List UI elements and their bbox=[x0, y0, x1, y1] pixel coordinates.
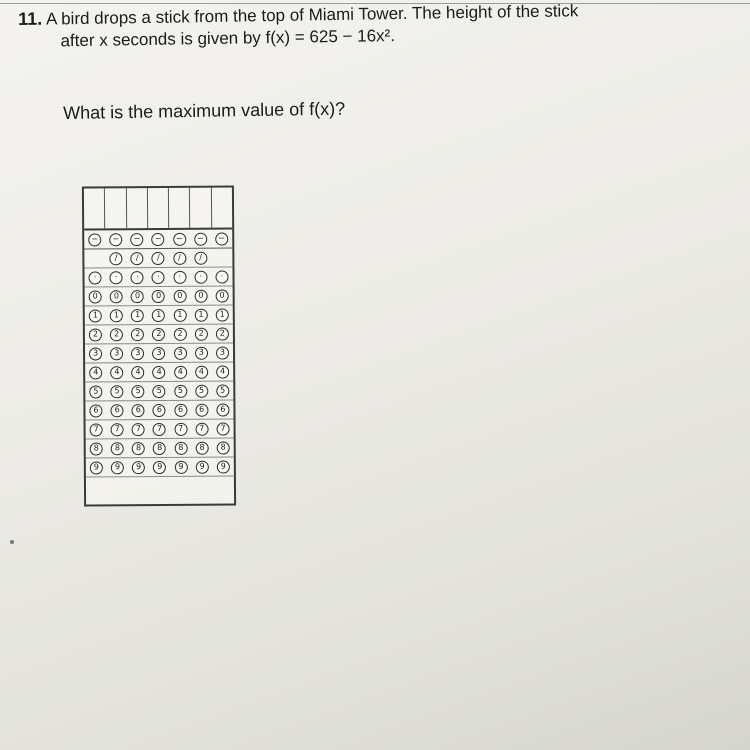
answer-bubble[interactable]: 2 bbox=[110, 328, 123, 341]
bubble-cell bbox=[107, 461, 128, 474]
bubble-cell bbox=[191, 403, 212, 416]
answer-bubble[interactable]: 9 bbox=[111, 461, 124, 474]
bubble-cell bbox=[85, 347, 106, 360]
answer-bubble[interactable]: 5 bbox=[153, 384, 166, 397]
bubble-cell bbox=[190, 308, 211, 321]
answer-bubble[interactable]: 1 bbox=[173, 308, 186, 321]
answer-bubble[interactable]: − bbox=[173, 232, 186, 245]
digit-bubble-row bbox=[85, 324, 233, 344]
bubble-cell bbox=[86, 423, 107, 436]
paper-mark bbox=[10, 540, 14, 544]
bubble-cell bbox=[170, 422, 191, 435]
fraction-bubble-row bbox=[84, 248, 232, 268]
answer-bubble[interactable]: · bbox=[110, 271, 123, 284]
bubble-cell bbox=[85, 328, 106, 341]
question-line-1: A bird drops a stick from the top of Miami Tower. The height of the stick bbox=[45, 1, 579, 29]
bubble-cell bbox=[85, 404, 106, 417]
answer-bubble[interactable]: 3 bbox=[131, 347, 144, 360]
bubble-cell bbox=[212, 403, 233, 416]
bubble-cell bbox=[148, 232, 169, 245]
answer-box[interactable] bbox=[169, 188, 191, 228]
bubble-cell bbox=[127, 347, 148, 360]
answer-bubble[interactable]: 7 bbox=[174, 422, 187, 435]
bubble-cell bbox=[211, 251, 232, 264]
answer-bubble[interactable]: 3 bbox=[174, 346, 187, 359]
answer-bubble[interactable]: 4 bbox=[89, 366, 102, 379]
bubble-cell bbox=[169, 270, 190, 283]
bubble-cell bbox=[191, 384, 212, 397]
answer-bubble[interactable]: 7 bbox=[195, 422, 208, 435]
digit-bubble-row bbox=[85, 343, 233, 363]
answer-bubble[interactable]: · bbox=[89, 271, 102, 284]
answer-box[interactable] bbox=[84, 188, 106, 228]
answer-box[interactable] bbox=[105, 188, 127, 228]
answer-bubble[interactable]: 4 bbox=[216, 365, 229, 378]
bubble-cell bbox=[212, 365, 233, 378]
bubble-cell bbox=[190, 251, 211, 264]
answer-box[interactable] bbox=[190, 188, 212, 228]
answer-bubble[interactable]: · bbox=[152, 270, 165, 283]
minus-bubble-row bbox=[84, 229, 232, 249]
bubble-cell bbox=[170, 384, 191, 397]
bubble-cell bbox=[149, 460, 170, 473]
answer-bubble[interactable]: 4 bbox=[174, 365, 187, 378]
answer-bubble[interactable]: 8 bbox=[195, 441, 208, 454]
digit-bubble-row bbox=[85, 381, 233, 401]
answer-bubble[interactable]: 0 bbox=[152, 289, 165, 302]
answer-box[interactable] bbox=[212, 187, 233, 227]
bubble-cell bbox=[212, 346, 233, 359]
bubble-cell bbox=[128, 404, 149, 417]
bubble-cell bbox=[106, 309, 127, 322]
answer-entry-row bbox=[84, 187, 232, 230]
bubble-cell bbox=[85, 290, 106, 303]
answer-bubble[interactable]: 7 bbox=[111, 423, 124, 436]
bubble-cell bbox=[148, 346, 169, 359]
answer-bubble[interactable]: 2 bbox=[173, 327, 186, 340]
bubble-cell bbox=[127, 271, 148, 284]
answer-bubble[interactable]: · bbox=[194, 270, 207, 283]
answer-bubble[interactable]: 3 bbox=[195, 346, 208, 359]
answer-bubble[interactable]: 0 bbox=[131, 290, 144, 303]
digit-bubble-row bbox=[86, 419, 234, 439]
bubble-cell bbox=[170, 441, 191, 454]
answer-bubble[interactable]: 9 bbox=[196, 460, 209, 473]
digit-bubble-row bbox=[85, 400, 233, 420]
answer-bubble[interactable]: 8 bbox=[153, 441, 166, 454]
answer-bubble[interactable]: − bbox=[152, 232, 165, 245]
bubble-cell bbox=[212, 308, 233, 321]
answer-bubble[interactable]: 6 bbox=[132, 404, 145, 417]
answer-bubble[interactable]: 5 bbox=[216, 384, 229, 397]
bubble-cell bbox=[170, 460, 191, 473]
bubble-cell bbox=[211, 232, 232, 245]
digit-bubble-row bbox=[85, 286, 233, 306]
bubble-cell bbox=[148, 327, 169, 340]
answer-bubble[interactable]: 1 bbox=[216, 308, 229, 321]
digit-bubble-row bbox=[85, 305, 233, 325]
answer-bubble[interactable]: 5 bbox=[195, 384, 208, 397]
bubble-cell bbox=[84, 233, 105, 246]
bubble-cell bbox=[86, 442, 107, 455]
bubble-cell bbox=[84, 271, 105, 284]
digit-bubble-row bbox=[86, 438, 234, 458]
answer-bubble[interactable]: / bbox=[194, 251, 207, 264]
bubble-cell bbox=[106, 385, 127, 398]
answer-bubble[interactable]: 7 bbox=[153, 422, 166, 435]
answer-bubble[interactable]: 5 bbox=[132, 385, 145, 398]
bubble-cell bbox=[148, 251, 169, 264]
answer-bubble[interactable]: 9 bbox=[132, 461, 145, 474]
answer-bubble[interactable]: 5 bbox=[110, 385, 123, 398]
answer-bubble[interactable]: / bbox=[173, 251, 186, 264]
answer-bubble[interactable]: 2 bbox=[152, 327, 165, 340]
answer-bubble[interactable]: − bbox=[109, 233, 122, 246]
bubble-cell bbox=[127, 309, 148, 322]
bubble-cell bbox=[191, 327, 212, 340]
bubble-cell bbox=[127, 328, 148, 341]
digit-bubble-row bbox=[85, 362, 233, 382]
answer-bubble[interactable]: 3 bbox=[152, 346, 165, 359]
answer-bubble[interactable]: 5 bbox=[174, 384, 187, 397]
bubble-cell bbox=[191, 346, 212, 359]
bubble-cell bbox=[212, 327, 233, 340]
answer-bubble[interactable]: 8 bbox=[132, 442, 145, 455]
answer-bubble[interactable]: − bbox=[131, 233, 144, 246]
bubble-cell bbox=[190, 232, 211, 245]
answer-bubble[interactable]: 6 bbox=[174, 403, 187, 416]
answer-bubble[interactable]: 0 bbox=[110, 290, 123, 303]
bubble-cell bbox=[190, 270, 211, 283]
bubble-cell bbox=[148, 289, 169, 302]
bubble-cell bbox=[127, 366, 148, 379]
answer-bubble[interactable]: 2 bbox=[216, 327, 229, 340]
bubble-cell bbox=[127, 252, 148, 265]
bubble-cell bbox=[211, 270, 232, 283]
answer-bubble[interactable]: 3 bbox=[89, 347, 102, 360]
answer-bubble[interactable]: 7 bbox=[132, 423, 145, 436]
bubble-cell bbox=[84, 252, 105, 265]
bubble-cell bbox=[106, 271, 127, 284]
answer-bubble[interactable]: 1 bbox=[110, 309, 123, 322]
bubble-cell bbox=[86, 461, 107, 474]
answer-box[interactable] bbox=[126, 188, 148, 228]
bubble-cell bbox=[212, 384, 233, 397]
bubble-cell bbox=[106, 347, 127, 360]
answer-bubble[interactable]: 6 bbox=[153, 403, 166, 416]
bubble-cell bbox=[105, 252, 126, 265]
answer-bubble[interactable]: · bbox=[173, 270, 186, 283]
bubble-cell bbox=[126, 233, 147, 246]
answer-bubble[interactable]: 0 bbox=[89, 290, 102, 303]
bubble-cell bbox=[107, 442, 128, 455]
answer-box[interactable] bbox=[148, 188, 170, 228]
answer-bubble[interactable]: 9 bbox=[217, 460, 230, 473]
answer-grid bbox=[82, 185, 236, 506]
bubble-cell bbox=[106, 328, 127, 341]
answer-bubble[interactable]: 1 bbox=[152, 308, 165, 321]
answer-bubble[interactable]: − bbox=[88, 233, 101, 246]
answer-bubble[interactable]: 0 bbox=[194, 289, 207, 302]
answer-bubble[interactable]: 6 bbox=[195, 403, 208, 416]
bubble-cell bbox=[149, 403, 170, 416]
bubble-cell bbox=[213, 441, 234, 454]
answer-bubble[interactable]: 8 bbox=[217, 441, 230, 454]
bubble-cell bbox=[85, 385, 106, 398]
bubble-cell bbox=[213, 460, 234, 473]
bubble-cell bbox=[85, 366, 106, 379]
bubble-cell bbox=[169, 251, 190, 264]
answer-bubble[interactable]: · bbox=[131, 271, 144, 284]
bubble-cell bbox=[128, 461, 149, 474]
bubble-cell bbox=[128, 385, 149, 398]
bubble-cell bbox=[170, 365, 191, 378]
bubble-cell bbox=[169, 308, 190, 321]
bubble-cell bbox=[149, 384, 170, 397]
bubble-cell bbox=[106, 290, 127, 303]
question-number: 11. bbox=[18, 8, 43, 29]
answer-bubble[interactable]: 1 bbox=[195, 308, 208, 321]
answer-bubble[interactable]: 2 bbox=[89, 328, 102, 341]
answer-bubble[interactable]: 0 bbox=[173, 289, 186, 302]
question-block bbox=[18, 0, 734, 53]
question-prompt: What is the maximum value of f(x)? bbox=[63, 98, 346, 123]
answer-bubble[interactable]: 6 bbox=[111, 404, 124, 417]
answer-bubble[interactable]: 7 bbox=[90, 423, 103, 436]
bubble-cell bbox=[148, 270, 169, 283]
answer-bubble[interactable]: − bbox=[194, 232, 207, 245]
answer-bubble[interactable]: 4 bbox=[131, 366, 144, 379]
answer-bubble[interactable]: 2 bbox=[195, 327, 208, 340]
answer-bubble[interactable]: 2 bbox=[131, 328, 144, 341]
bubble-cell bbox=[169, 327, 190, 340]
bubble-cell bbox=[169, 289, 190, 302]
answer-bubble[interactable]: 5 bbox=[89, 385, 102, 398]
answer-bubble[interactable]: 8 bbox=[90, 442, 103, 455]
answer-bubble[interactable]: 9 bbox=[174, 460, 187, 473]
bubble-cell bbox=[191, 422, 212, 435]
bubble-cell bbox=[191, 365, 212, 378]
answer-bubble[interactable]: 8 bbox=[174, 441, 187, 454]
question-line-2: after x seconds is given by f(x) = 625 − 16x². bbox=[60, 26, 396, 51]
answer-bubble[interactable]: 1 bbox=[89, 309, 102, 322]
answer-bubble[interactable]: 0 bbox=[216, 289, 229, 302]
bubble-cell bbox=[148, 308, 169, 321]
bubble-cell bbox=[149, 422, 170, 435]
bubble-cell bbox=[191, 441, 212, 454]
bubble-cell bbox=[170, 403, 191, 416]
bubble-cell bbox=[192, 460, 213, 473]
bubble-cell bbox=[211, 289, 232, 302]
answer-bubble[interactable]: · bbox=[215, 270, 228, 283]
bubble-cell bbox=[149, 441, 170, 454]
answer-bubble[interactable]: 8 bbox=[111, 442, 124, 455]
bubble-cell bbox=[85, 309, 106, 322]
answer-bubble[interactable]: 6 bbox=[216, 403, 229, 416]
bubble-cell bbox=[107, 423, 128, 436]
bubble-cell bbox=[128, 442, 149, 455]
answer-bubble[interactable]: 7 bbox=[216, 422, 229, 435]
answer-bubble[interactable]: 9 bbox=[90, 461, 103, 474]
answer-bubble[interactable]: 3 bbox=[216, 346, 229, 359]
bubble-cell bbox=[107, 404, 128, 417]
answer-bubble[interactable]: 9 bbox=[153, 460, 166, 473]
bubble-cell bbox=[127, 290, 148, 303]
decimal-bubble-row bbox=[84, 267, 232, 287]
answer-bubble[interactable]: / bbox=[152, 251, 165, 264]
answer-bubble[interactable]: 6 bbox=[89, 404, 102, 417]
answer-bubble[interactable]: 3 bbox=[110, 347, 123, 360]
bubble-cell bbox=[106, 366, 127, 379]
bubble-cell bbox=[105, 233, 126, 246]
answer-bubble[interactable]: 4 bbox=[195, 365, 208, 378]
bubble-cell bbox=[169, 232, 190, 245]
bubble-cell bbox=[212, 422, 233, 435]
bubble-cell bbox=[128, 423, 149, 436]
bubble-cell bbox=[170, 346, 191, 359]
bubble-cell bbox=[190, 289, 211, 302]
answer-bubble[interactable]: 4 bbox=[110, 366, 123, 379]
answer-bubble[interactable]: / bbox=[131, 252, 144, 265]
answer-bubble[interactable]: 4 bbox=[153, 365, 166, 378]
digit-bubble-row bbox=[86, 457, 234, 477]
bubble-cell bbox=[149, 365, 170, 378]
answer-bubble[interactable]: 1 bbox=[131, 309, 144, 322]
answer-bubble[interactable]: / bbox=[110, 252, 123, 265]
answer-bubble[interactable]: − bbox=[215, 232, 228, 245]
